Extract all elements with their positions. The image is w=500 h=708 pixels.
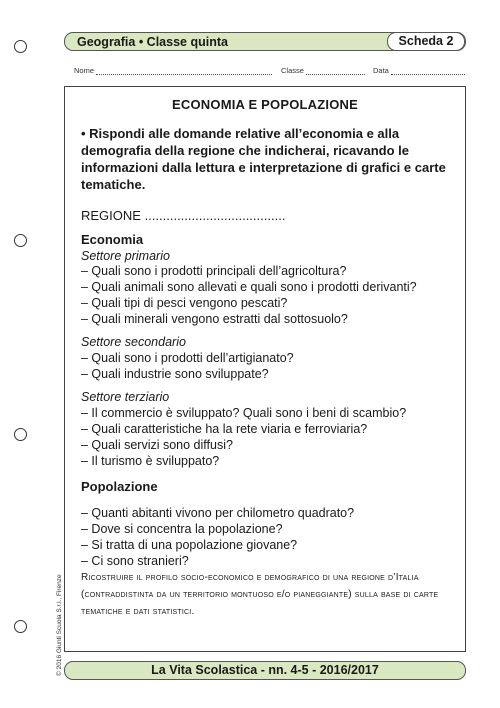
worksheet-card xyxy=(64,86,466,652)
name-line xyxy=(96,67,272,75)
question-item: – Quali sono i prodotti principali dell’agricoltura? xyxy=(81,264,347,278)
question-item: – Quali servizi sono diffusi? xyxy=(81,438,233,452)
question-item: – Il turismo è sviluppato? xyxy=(81,454,220,468)
name-label: Nome xyxy=(74,66,95,75)
secondary-sector-heading: Settore secondario xyxy=(81,335,186,349)
date-line xyxy=(391,67,465,75)
question-item: – Quali caratteristiche ha la rete viaria e ferroviaria? xyxy=(81,422,368,436)
name-field[interactable] xyxy=(74,66,272,75)
economy-heading: Economia xyxy=(81,232,144,247)
date-label: Data xyxy=(373,66,389,75)
binder-hole xyxy=(14,620,27,633)
question-item: – Quali tipi di pesci vengono pescati? xyxy=(81,296,288,310)
date-field[interactable] xyxy=(373,66,465,75)
binder-hole xyxy=(14,428,27,441)
population-heading: Popolazione xyxy=(81,479,158,494)
question-item: – Il commercio è sviluppato? Quali sono i beni di scambio? xyxy=(81,406,407,420)
question-item: – Dove si concentra la popolazione? xyxy=(81,522,283,536)
copyright-notice: © 2016 Giunti Scuola S.r.l., Firenze xyxy=(56,574,63,676)
question-item: – Si tratta di una popolazione giovane? xyxy=(81,538,298,552)
question-item: – Quali minerali vengono estratti dal sottosuolo? xyxy=(81,312,348,326)
question-item: – Quali animali sono allevati e quali sono i prodotti derivanti? xyxy=(81,280,417,294)
footer-bar: La Vita Scolastica - nn. 4-5 - 2016/2017 xyxy=(64,661,466,680)
question-item: – Ci sono stranieri? xyxy=(81,554,189,568)
class-field[interactable] xyxy=(281,66,365,75)
task-description: Ricostruire il profilo socio-economico e demografico di una regione d’Italia (contraddistinta da un territorio montuoso e/o pianeggiante) sulla base di carte tematiche e dati statistici. xyxy=(81,572,439,617)
instructions: • Rispondi alle domande relative all’economia e alla demografia della regione che indicherai, ricavando le informazioni dalla lettura e interpretazione di grafici e carte tematiche. xyxy=(81,126,446,192)
subject-title: Geografia • Classe quinta xyxy=(77,35,228,49)
question-item: – Quali sono i prodotti dell’artigianato? xyxy=(81,351,294,365)
primary-sector-heading: Settore primario xyxy=(81,249,170,263)
question-item: – Quali industrie sono sviluppate? xyxy=(81,367,269,381)
class-line xyxy=(306,67,365,75)
sheet-badge: Scheda 2 xyxy=(387,32,465,51)
binder-hole xyxy=(14,234,27,247)
header-bar xyxy=(64,32,466,51)
class-label: Classe xyxy=(281,66,304,75)
question-item: – Quanti abitanti vivono per chilometro quadrato? xyxy=(81,506,355,520)
worksheet-title: ECONOMIA E POPOLAZIONE xyxy=(172,97,358,112)
region-input-line[interactable]: REGIONE ....................................... xyxy=(81,208,286,223)
tertiary-sector-heading: Settore terziario xyxy=(81,390,170,404)
binder-hole xyxy=(14,40,27,53)
